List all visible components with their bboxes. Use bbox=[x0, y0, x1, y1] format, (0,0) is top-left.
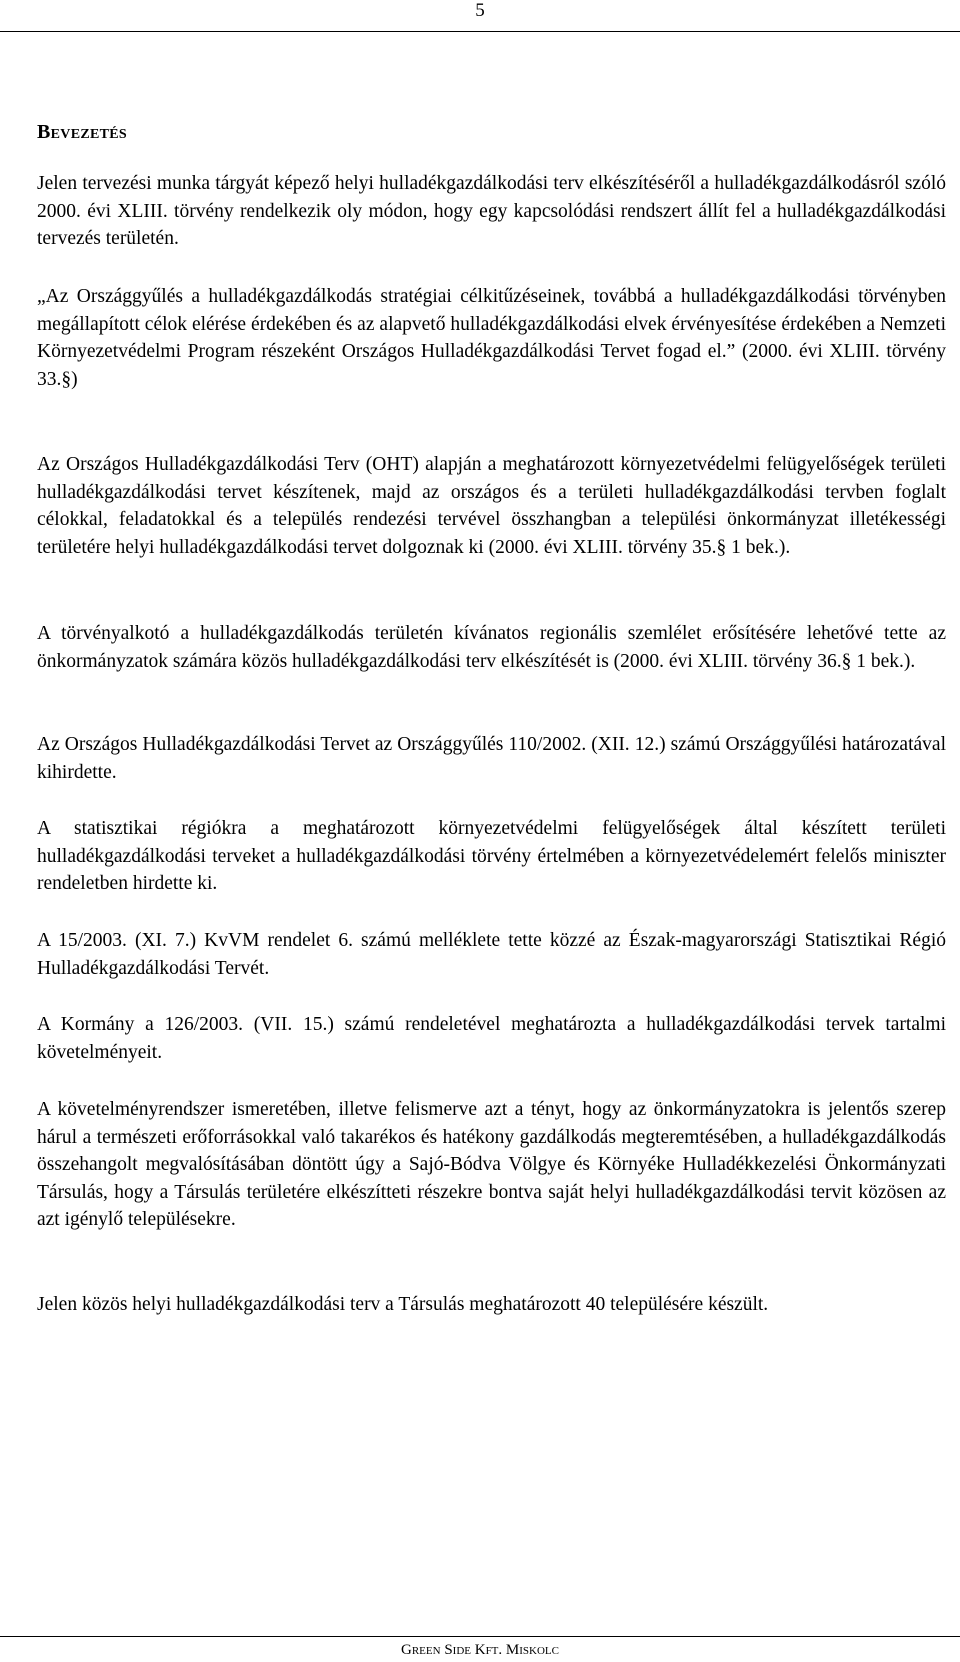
paragraph-quote: „Az Országgyűlés a hulladékgazdálkodás stratégiai célkitűzéseinek, továbbá a hulladékgazdálkodási törvényben megállapított célok elérése érdekében és az alapvető hulladékgazdálkodási elvek érvényesítése érdekében a Nemzeti Környezetvédelmi Program részeként Országos Hulladékgazdálkodási Tervet fogad el.” (2000. évi XLIII. törvény 33.§) bbox=[37, 286, 946, 390]
paragraph-resolution: Az Országos Hulladékgazdálkodási Tervet az Országgyűlés 110/2002. (XII. 12.) számú Országgyűlési határozatával kihirdette. bbox=[37, 734, 946, 783]
paragraph-oht: Az Országos Hulladékgazdálkodási Terv (OHT) alapján a meghatározott környezetvédelmi felügyelőségek területi hulladékgazdálkodási tervet készítenek, majd az országos és a területi hulladékgazdálkodási tervben foglalt célokkal, feladatokkal és a település rendezési tervével összhangban a települési önkormányzat illetékességi területére helyi hulladékgazdálkodási tervet dolgoznak ki (2000. évi XLIII. törvény 35.§ 1 bek.). bbox=[37, 454, 946, 558]
footer-company: Green Side Kft. Miskolc bbox=[401, 1642, 559, 1658]
footer-rule bbox=[0, 1636, 960, 1637]
page-number: 5 bbox=[475, 0, 485, 21]
paragraph-government-decree: A Kormány a 126/2003. (VII. 15.) számú rendeletével meghatározta a hulladékgazdálkodási tervek tartalmi követelményeit. bbox=[37, 1014, 946, 1063]
paragraph-kvvm-decree: A 15/2003. (XI. 7.) KvVM rendelet 6. számú melléklete tette közzé az Észak-magyarországi Statisztikai Régió Hulladékgazdálkodási Tervét. bbox=[37, 930, 946, 979]
paragraph-conclusion: Jelen közös helyi hulladékgazdálkodási terv a Társulás meghatározott 40 településére készült. bbox=[37, 1294, 769, 1315]
paragraph-requirements: A követelményrendszer ismeretében, illetve felismerve azt a tényt, hogy az önkormányzatokra is jelentős szerep hárul a természeti erőforrásokkal való takarékos és hatékony gazdálkodás megteremtésében, a hulladékgazdálkodás összehangolt megvalósításában döntött úgy a Sajó-Bódva Völgye és Környéke Hulladékkezelési Önkormányzati Társulás, hogy a Társulás területére elkészítteti részekre bontva saját helyi hulladékgazdálkodási tervit közösen az azt igénylő településekre. bbox=[37, 1099, 946, 1230]
paragraph-regional: A törvényalkotó a hulladékgazdálkodás területén kívánatos regionális szemlélet erősítésére lehetővé tette az önkormányzatok számára közös hulladékgazdálkodási terv elkészítését is (2000. évi XLIII. törvény 36.§ 1 bek.). bbox=[37, 623, 946, 672]
header-rule bbox=[0, 31, 960, 32]
paragraph-statistical-regions: A statisztikai régiókra a meghatározott környezetvédelmi felügyelőségek által készített területi hulladékgazdálkodási terveket a hulladékgazdálkodási törvény értelmében a környezetvédelemért felelős miniszter rendeletben hirdette ki. bbox=[37, 818, 946, 894]
section-heading: Bevezetés bbox=[37, 121, 127, 143]
paragraph-intro: Jelen tervezési munka tárgyát képező helyi hulladékgazdálkodási terv elkészítéséről a hulladékgazdálkodásról szóló 2000. évi XLIII. törvény rendelkezik oly módon, hogy egy kapcsolódási rendszert állít fel a hulladékgazdálkodási tervezés területén. bbox=[37, 173, 946, 249]
